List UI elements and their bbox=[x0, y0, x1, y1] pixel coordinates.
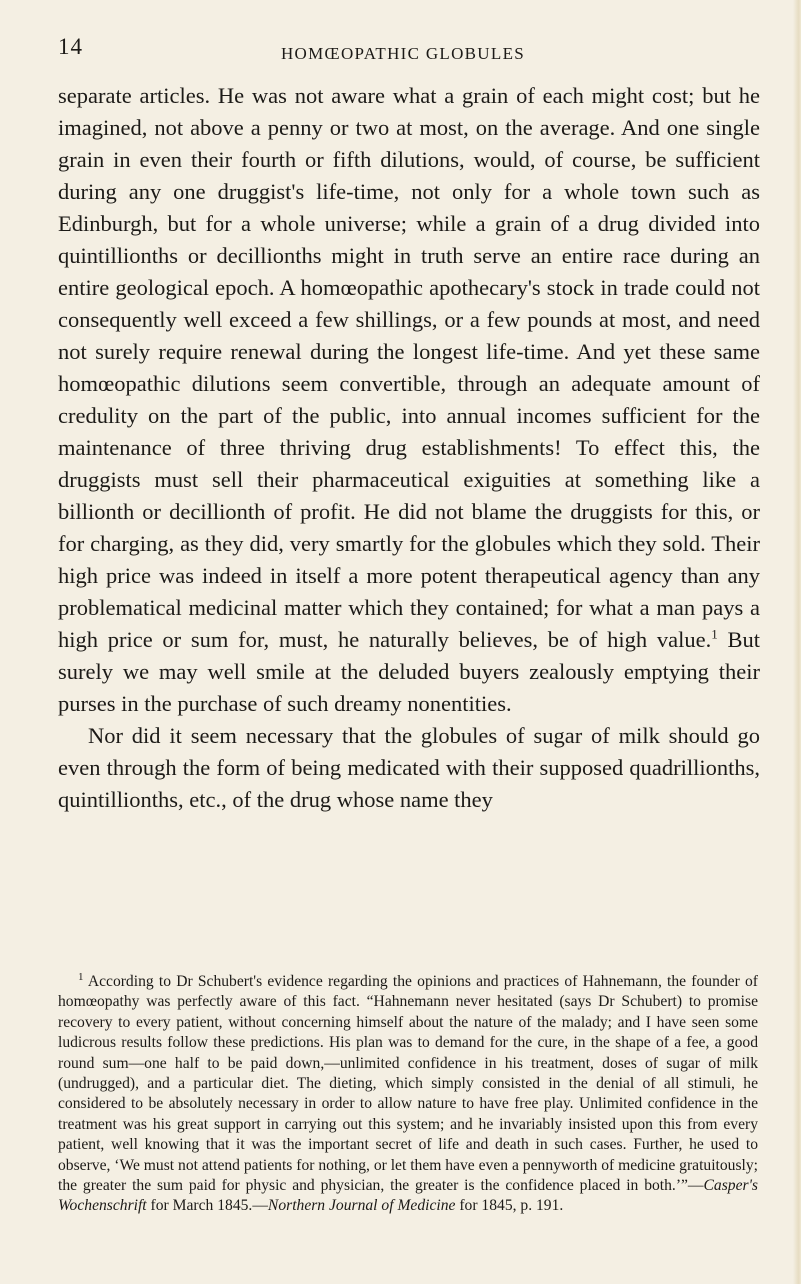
running-head bbox=[58, 34, 748, 74]
footnote-text-end: for 1845, p. 191. bbox=[455, 1197, 564, 1215]
footnote-reference: 1 bbox=[711, 626, 718, 642]
paragraph-1-text-after: But surely we may well smile at the deluded buyers zealously emptying their purses in the purchase of such dreamy nonentities. bbox=[58, 627, 760, 716]
paragraph-2: Nor did it seem necessary that the globules of sugar of milk should go even through the form of being medicated with their supposed quadrillionths, quintillionths, etc., of the drug whose name they bbox=[58, 723, 760, 812]
footnote-marker: 1 bbox=[78, 970, 84, 983]
page-number: 14 bbox=[58, 34, 83, 59]
footnote-citation-journal-1: Casper's Wochenschrift bbox=[58, 1177, 758, 1215]
body-text bbox=[58, 80, 760, 816]
footnote-text: According to Dr Schubert's evidence regarding the opinions and practices of Hahnemann, the founder of homœopathy was perfectly aware of this fact. “Hahnemann never hesitated (says Dr Schubert) to promise recovery to every patient, without concerning himself about the nature of the malady; and I have seen some ludicrous results follow these predictions. His plan was to demand for the cure, in the shape of a fee, a good round sum—one half to be paid down,—unlimited confidence in his treatment, doses of sugar of milk (undrugged), and a particular diet. The dieting, which simply consisted in the denial of all stimuli, he considered to be absolutely necessary in order to allow nature to have free play. Unlimited confidence in the treatment was his great support in carrying out this system; and he invariably insisted upon this from every patient, well knowing that it was the important secret of life and death in such cases. Further, he used to observe, ‘We must not attend patients for nothing, or let them have even a pennyworth of medicine gratuitously; the greater the sum paid for physic and physician, the greater is the confidence placed in both.’”— bbox=[58, 973, 758, 1195]
page-edge-shadow bbox=[793, 0, 801, 1284]
footnote-text-mid: for March 1845.— bbox=[146, 1197, 268, 1215]
paragraph-1-text: separate articles. He was not aware what a grain of each might cost; but he imagined, not above a penny or two at most, on the average. And one single grain in even their fourth or fifth dilutions, would, of course, be sufficient during any one druggist's life-time, not only for a whole town such as Edinburgh, but for a whole universe; while a grain of a drug divided into quintillionths or decillionths might in truth serve an entire race during an entire geological epoch. A homœopathic apothecary's stock in trade could not consequently well exceed a few shillings, or a few pounds at most, and need not surely require renewal during the longest life-time. And yet these same homœopathic dilutions seem convertible, through an adequate amount of credulity on the part of the public, into annual incomes sufficient for the maintenance of three thriving drug establishments! To effect this, the druggists must sell their pharmaceutical exiguities at something like a billionth or decillionth of profit. He did not blame the druggists for this, or for charging, as they did, very smartly for the globules which they sold. Their high price was indeed in itself a more potent therapeutical agency than any problematical medicinal matter which they contained; for what a man pays a high price or sum for, must, he naturally believes, be of high value. bbox=[58, 83, 760, 652]
footnote bbox=[58, 972, 758, 1217]
footnote-citation-journal-2: Northern Journal of Medicine bbox=[267, 1197, 456, 1215]
running-title: HOMŒOPATHIC GLOBULES bbox=[280, 44, 526, 63]
paragraph-1 bbox=[58, 80, 760, 720]
